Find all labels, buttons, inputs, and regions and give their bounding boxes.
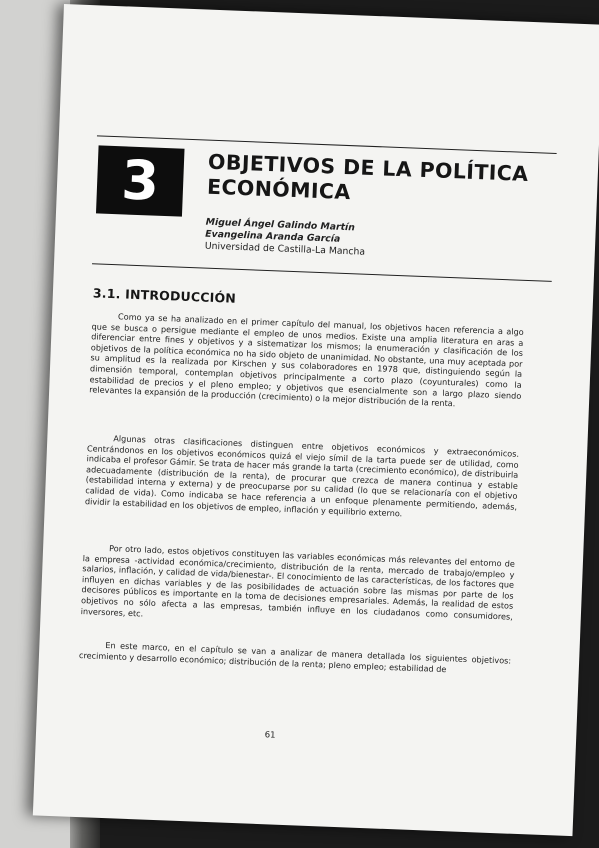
page-number: 61 xyxy=(264,730,276,741)
affiliation: Universidad de Castilla-La Mancha xyxy=(204,240,366,258)
paragraph-1: Como ya se ha analizado en el primer capítulo del manual, los objetivos hacen referencia a algo que se busca o persigue mediante el empleo de unos medios. Existe una amplia literatura en aras a diferenciar entre fines y objetivos y a sistematizar los mismos; la enumeración y clasificación de los objetivos de la política económica no ha sido objeto de unanimidad. No obstante, una muy aceptada por su amplitud es la realizada por Kirschen y sus colaboradores en 1978 que, distinguiendo según la dimensión temporal, contemplan objetivos principalmente a corto plazo (coyunturales) como la estabilidad de precios y el pleno empleo; y objetivos que esencialmente son a largo plazo siendo relevantes la expansión de la producción (crecimiento) o la mejor distribución de la renta. xyxy=(89,311,524,409)
chapter-title: OBJETIVOS DE LA POLÍTICA ECONÓMICA xyxy=(206,149,529,205)
author-2: Evangelina Aranda García xyxy=(205,228,341,245)
book-page xyxy=(33,4,599,836)
paragraph-2: Algunas otras clasificaciones distinguen entre objetivos económicos y extraeconómicos. Centrándonos en los objetivos económicos quizá el viejo símil de la tarta puede ser de utilidad, como indicaba el profesor Gámir. Se trata de hacer más grande la tarta (crecimiento económico), de distribuirla adecuadamente (distribución de la renta), de procurar que crezca de manera continua y estable (estabilidad interna y externa) y de preocuparse por su calidad (lo que se relacionaría con el objetivo calidad de vida). Como indicaba se hace referencia a un enfoque plenamente permitiendo, además, dividir la estabilidad en los objetivos de empleo, inflación y equilibrio externo. xyxy=(84,433,520,518)
paragraph-3: Por otro lado, estos objetivos constituyen las variables económicas más relevantes del entorno de la empresa -actividad económica/crecimiento, distribución de la renta, mercado de trabajo/empleo y salarios, inflación, y calidad de vida/bienestar-. El conocimiento de las características, de los factores que influyen en dichas variables y de las posibilidades de actuación sobre las mismas por parte de los decisores públicos es importante en la toma de decisiones empresariales. Además, la realidad de estos objetivos no sólo afecta a las empresas, también influye en los ciudadanos como consumidores, inversores, etc. xyxy=(80,543,516,622)
title-rule xyxy=(92,263,552,282)
author-1: Miguel Ángel Galindo Martín xyxy=(205,216,356,234)
section-heading: 3.1. INTRODUCCIÓN xyxy=(92,285,237,306)
chapter-number-box: 3 xyxy=(96,145,185,216)
paragraph-4: En este marco, en el capítulo se van a analizar de manera detallada los siguientes objetivos: crecimiento y desarrollo económico; distribución de la renta; pleno empleo; estabilidad de xyxy=(78,640,512,674)
